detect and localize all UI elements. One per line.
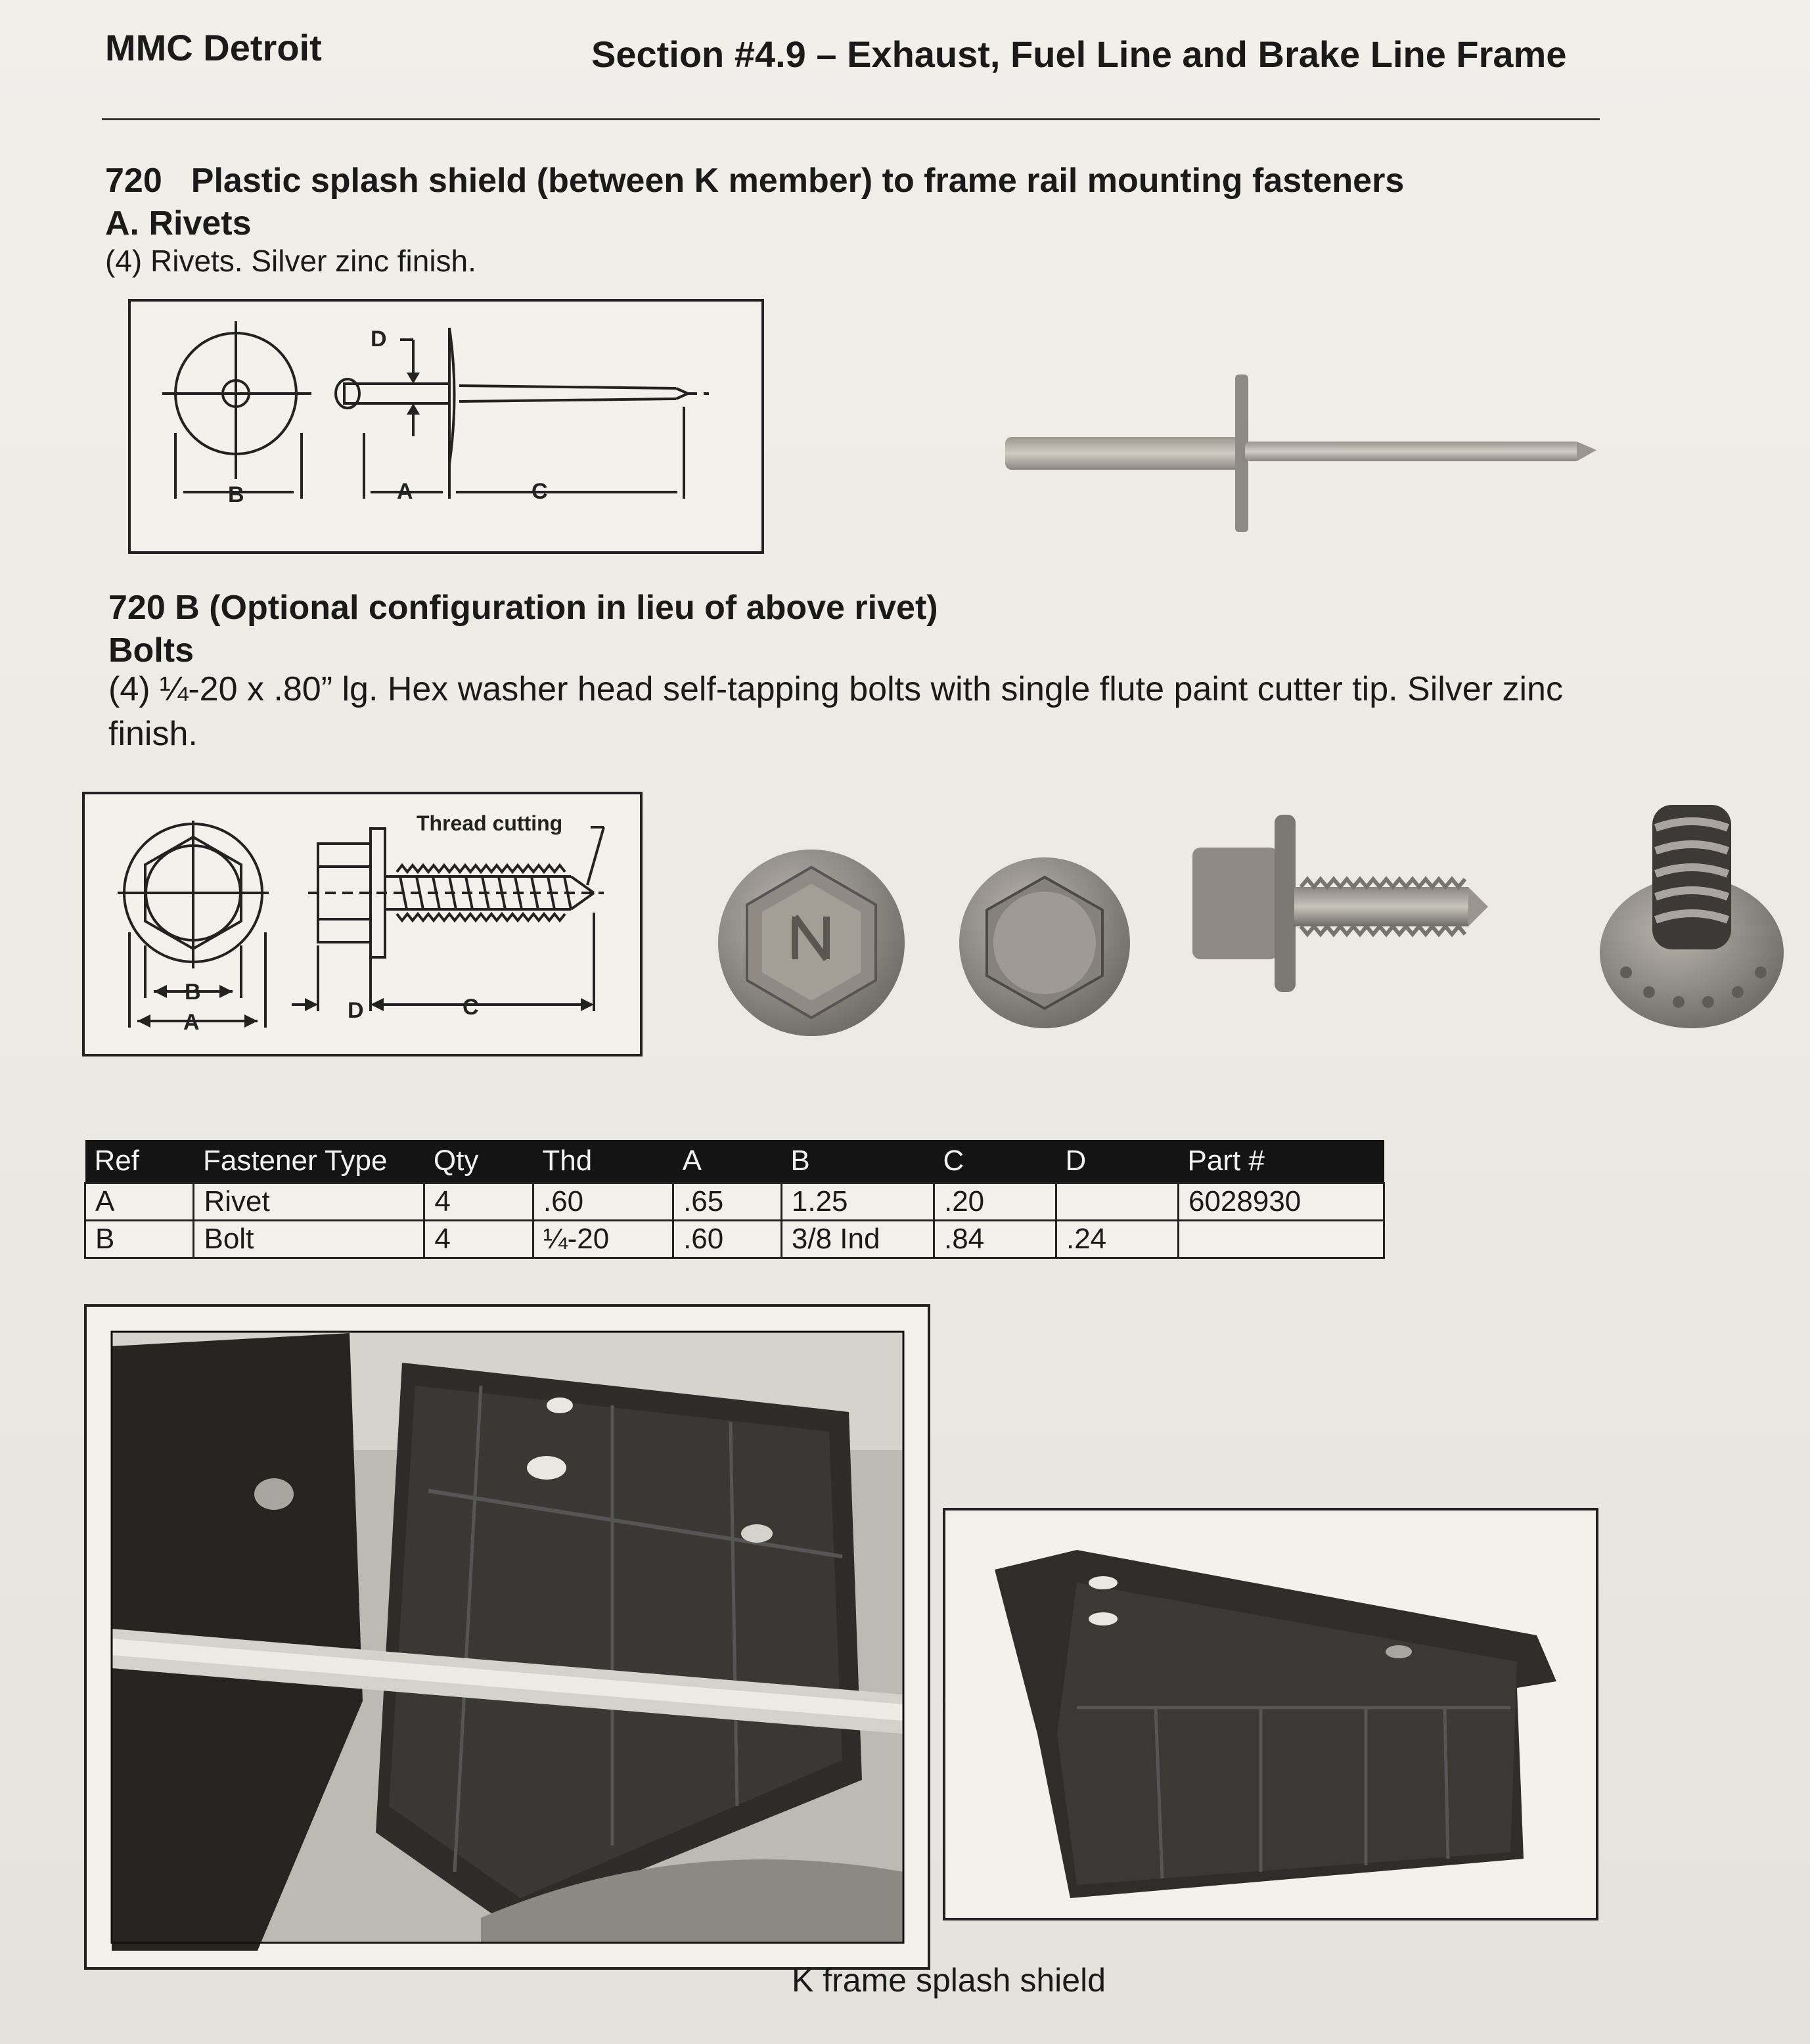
cell-b: 1.25 [781, 1183, 934, 1221]
table-header-row [85, 1140, 1384, 1183]
cell-qty: 4 [424, 1183, 533, 1221]
cell-fastener-type: Rivet [194, 1183, 424, 1221]
bolt-photos [710, 775, 1800, 1051]
col-b: B [781, 1140, 934, 1183]
bolt-photo-top-plain [959, 857, 1130, 1028]
bolt-diagram-drawing [85, 794, 640, 1054]
loose-shield-photo-frame [943, 1508, 1598, 1920]
cell-d [1056, 1183, 1178, 1221]
rivet-label-c: C [532, 479, 548, 504]
cell-fastener-type: Bolt [194, 1221, 424, 1258]
col-part-number: Part # [1178, 1140, 1384, 1183]
cell-thd: ¼-20 [533, 1221, 673, 1258]
rivets-description: (4) Rivets. Silver zinc finish. [105, 244, 476, 278]
col-thd: Thd [533, 1140, 673, 1183]
col-fastener-type: Fastener Type [194, 1140, 424, 1183]
bolt-photo-tip [1600, 805, 1784, 1028]
item-720-title: Plastic splash shield (between K member) to frame rail mounting fasteners [191, 162, 1405, 200]
installed-shield-photo-frame [84, 1304, 930, 1970]
item-720-number: 720 [105, 162, 162, 200]
rivet-label-d: D [371, 327, 387, 352]
col-c: C [934, 1140, 1056, 1183]
cell-ref: B [85, 1221, 194, 1258]
cell-a: .60 [673, 1221, 782, 1258]
header-section-title: Section #4.9 – Exhaust, Fuel Line and Brake Line Frame [591, 34, 1567, 75]
rivet-diagram-drawing [131, 302, 761, 551]
rivet-diagram [128, 299, 764, 554]
bolt-diagram [82, 792, 643, 1056]
cell-thd: .60 [533, 1183, 673, 1221]
bolt-label-thread: Thread cutting [417, 811, 563, 835]
bolts-subheading: Bolts [108, 631, 194, 670]
bolt-label-b: B [185, 980, 201, 1005]
bolt-photo-top-marked [718, 850, 905, 1036]
figure-caption: K frame splash shield [792, 1962, 1106, 1999]
col-qty: Qty [424, 1140, 533, 1183]
rivet-label-a: A [397, 479, 413, 504]
cell-c: .84 [934, 1221, 1056, 1258]
item-720b-heading: 720 B (Optional configuration in lieu of above rivet) [108, 589, 938, 627]
rivets-subheading: A. Rivets [105, 204, 252, 242]
rivet-photo [985, 368, 1603, 539]
fastener-spec-table [84, 1140, 1385, 1259]
rivet-label-b: B [228, 482, 244, 507]
cell-c: .20 [934, 1183, 1056, 1221]
table-row [85, 1221, 1384, 1258]
table-row [85, 1183, 1384, 1221]
bolt-label-c: C [463, 995, 479, 1020]
cell-b: 3/8 Ind [781, 1221, 934, 1258]
bolt-label-a: A [183, 1010, 200, 1035]
item-720-heading [105, 161, 1404, 200]
header-org: MMC Detroit [105, 27, 322, 68]
installed-shield-photo [87, 1307, 928, 1967]
bolt-label-d: D [348, 998, 364, 1023]
loose-shield-photo [945, 1510, 1596, 1918]
cell-part-number: 6028930 [1178, 1183, 1384, 1221]
col-a: A [673, 1140, 782, 1183]
cell-qty: 4 [424, 1221, 533, 1258]
cell-part-number [1178, 1221, 1384, 1258]
bolt-photo-side [1192, 815, 1488, 992]
cell-ref: A [85, 1183, 194, 1221]
cell-a: .65 [673, 1183, 782, 1221]
header-divider [102, 118, 1600, 120]
cell-d: .24 [1056, 1221, 1178, 1258]
bolts-description: (4) ¼-20 x .80” lg. Hex washer head self-tapping bolts with single flute paint cutter tip. Silver zinc finish. [108, 670, 1563, 753]
col-d: D [1056, 1140, 1178, 1183]
col-ref: Ref [85, 1140, 194, 1183]
